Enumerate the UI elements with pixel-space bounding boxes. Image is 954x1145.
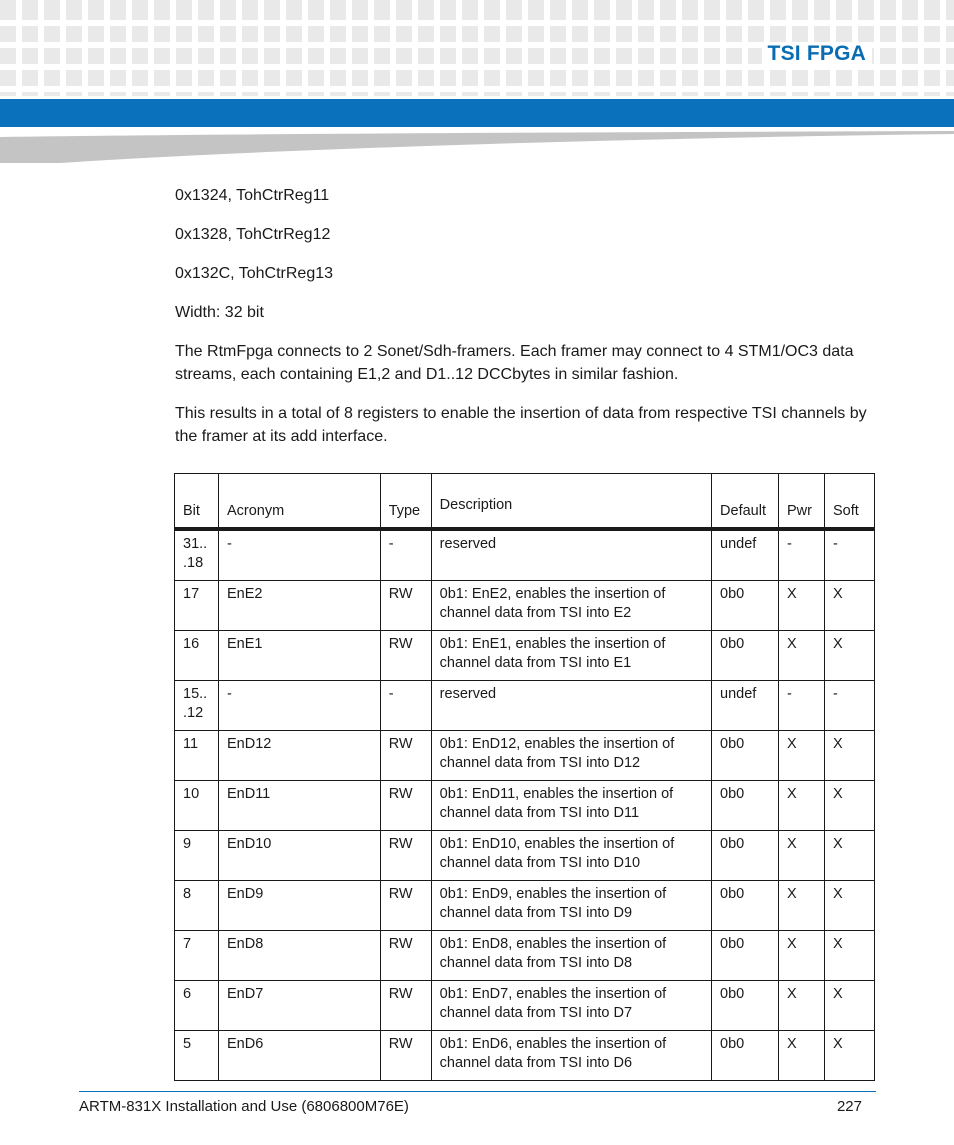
cell-pwr: X (779, 1030, 825, 1080)
cell-default: 0b0 (712, 630, 779, 680)
register-address-3: 0x132C, TohCtrReg13 (175, 265, 334, 282)
table-row (175, 630, 875, 680)
table-row (175, 780, 875, 830)
cell-default: 0b0 (712, 780, 779, 830)
cell-description: 0b1: EnD11, enables the insertion of channel data from TSI into D11 (431, 780, 711, 830)
header-blue-bar (0, 99, 954, 127)
cell-bit: 11 (175, 730, 219, 780)
table-row (175, 830, 875, 880)
cell-soft: - (825, 529, 875, 581)
register-table (174, 473, 875, 1081)
cell-description: 0b1: EnD12, enables the insertion of channel data from TSI into D12 (431, 730, 711, 780)
cell-soft: X (825, 980, 875, 1030)
cell-pwr: X (779, 630, 825, 680)
cell-type: RW (380, 630, 431, 680)
header-description (431, 474, 711, 529)
cell-acronym: EnE1 (218, 630, 380, 680)
cell-pwr: - (779, 680, 825, 730)
cell-soft: X (825, 880, 875, 930)
cell-acronym: - (218, 680, 380, 730)
cell-acronym: EnD9 (218, 880, 380, 930)
cell-type: RW (380, 830, 431, 880)
cell-pwr: X (779, 830, 825, 880)
table-row (175, 580, 875, 630)
header-pwr: Pwr (779, 474, 825, 529)
cell-type: RW (380, 980, 431, 1030)
cell-description: 0b1: EnD10, enables the insertion of channel data from TSI into D10 (431, 830, 711, 880)
cell-acronym: EnD11 (218, 780, 380, 830)
cell-default: 0b0 (712, 730, 779, 780)
cell-type: RW (380, 730, 431, 780)
cell-type: RW (380, 1030, 431, 1080)
cell-default: 0b0 (712, 580, 779, 630)
cell-bit: 9 (175, 830, 219, 880)
footer-document-title: ARTM-831X Installation and Use (6806800M76E) (79, 1098, 409, 1115)
paragraph-registers: This results in a total of 8 registers to enable the insertion of data from respective TSI channels by the framer at its add interface. (175, 405, 867, 445)
cell-type: RW (380, 880, 431, 930)
cell-description: 0b1: EnD7, enables the insertion of channel data from TSI into D7 (431, 980, 711, 1030)
cell-pwr: X (779, 880, 825, 930)
cell-default: 0b0 (712, 1030, 779, 1080)
table-body (175, 529, 875, 1081)
cell-bit: 7 (175, 930, 219, 980)
cell-type: - (380, 529, 431, 581)
cell-description: 0b1: EnE2, enables the insertion of channel data from TSI into E2 (431, 580, 711, 630)
table-row (175, 680, 875, 730)
cell-soft: X (825, 930, 875, 980)
section-title: TSI FPGA (762, 42, 872, 66)
cell-acronym: EnD7 (218, 980, 380, 1030)
cell-soft: X (825, 1030, 875, 1080)
register-address-2: 0x1328, TohCtrReg12 (175, 226, 331, 243)
table-header-row (175, 474, 875, 529)
paragraph-framers: The RtmFpga connects to 2 Sonet/Sdh-framers. Each framer may connect to 4 STM1/OC3 data streams, each containing E1,2 and D1..12 DCCbytes in similar fashion. (175, 343, 854, 383)
cell-default: 0b0 (712, 830, 779, 880)
cell-bit: 5 (175, 1030, 219, 1080)
cell-bit: 8 (175, 880, 219, 930)
footer-rule (79, 1091, 876, 1092)
cell-default: 0b0 (712, 980, 779, 1030)
cell-soft: X (825, 730, 875, 780)
cell-type: - (380, 680, 431, 730)
cell-description: reserved (431, 680, 711, 730)
cell-acronym: EnD8 (218, 930, 380, 980)
cell-soft: X (825, 780, 875, 830)
cell-description: 0b1: EnD6, enables the insertion of channel data from TSI into D6 (431, 1030, 711, 1080)
cell-description: 0b1: EnD9, enables the insertion of channel data from TSI into D9 (431, 880, 711, 930)
cell-type: RW (380, 780, 431, 830)
cell-default: undef (712, 529, 779, 581)
cell-description: reserved (431, 529, 711, 581)
cell-default: 0b0 (712, 930, 779, 980)
footer-page-number: 227 (836, 1098, 862, 1115)
cell-soft: - (825, 680, 875, 730)
cell-soft: X (825, 580, 875, 630)
cell-soft: X (825, 830, 875, 880)
cell-acronym: EnD12 (218, 730, 380, 780)
cell-type: RW (380, 580, 431, 630)
cell-bit: 15.. .12 (175, 680, 219, 730)
table-row (175, 529, 875, 581)
cell-description: 0b1: EnE1, enables the insertion of channel data from TSI into E1 (431, 630, 711, 680)
register-width: Width: 32 bit (175, 304, 264, 321)
cell-description: 0b1: EnD8, enables the insertion of channel data from TSI into D8 (431, 930, 711, 980)
cell-pwr: X (779, 730, 825, 780)
cell-acronym: - (218, 529, 380, 581)
header-description-label: Description (439, 497, 513, 513)
cell-pwr: X (779, 980, 825, 1030)
cell-bit: 31.. .18 (175, 529, 219, 581)
cell-bit: 16 (175, 630, 219, 680)
content-body (175, 184, 875, 464)
cell-type: RW (380, 930, 431, 980)
table-row (175, 1030, 875, 1080)
header-default: Default (712, 474, 779, 529)
cell-pwr: X (779, 930, 825, 980)
cell-bit: 17 (175, 580, 219, 630)
table-row (175, 980, 875, 1030)
cell-pwr: X (779, 580, 825, 630)
cell-soft: X (825, 630, 875, 680)
register-address-1: 0x1324, TohCtrReg11 (175, 187, 330, 204)
table-row (175, 930, 875, 980)
cell-pwr: - (779, 529, 825, 581)
cell-acronym: EnD6 (218, 1030, 380, 1080)
header-swoosh (0, 131, 954, 163)
table-row (175, 880, 875, 930)
cell-pwr: X (779, 780, 825, 830)
header-acronym: Acronym (218, 474, 380, 529)
cell-default: undef (712, 680, 779, 730)
cell-acronym: EnD10 (218, 830, 380, 880)
table-row (175, 730, 875, 780)
cell-bit: 10 (175, 780, 219, 830)
header-soft: Soft (825, 474, 875, 529)
cell-default: 0b0 (712, 880, 779, 930)
header-type: Type (380, 474, 431, 529)
cell-acronym: EnE2 (218, 580, 380, 630)
cell-bit: 6 (175, 980, 219, 1030)
header-bit: Bit (175, 474, 219, 529)
